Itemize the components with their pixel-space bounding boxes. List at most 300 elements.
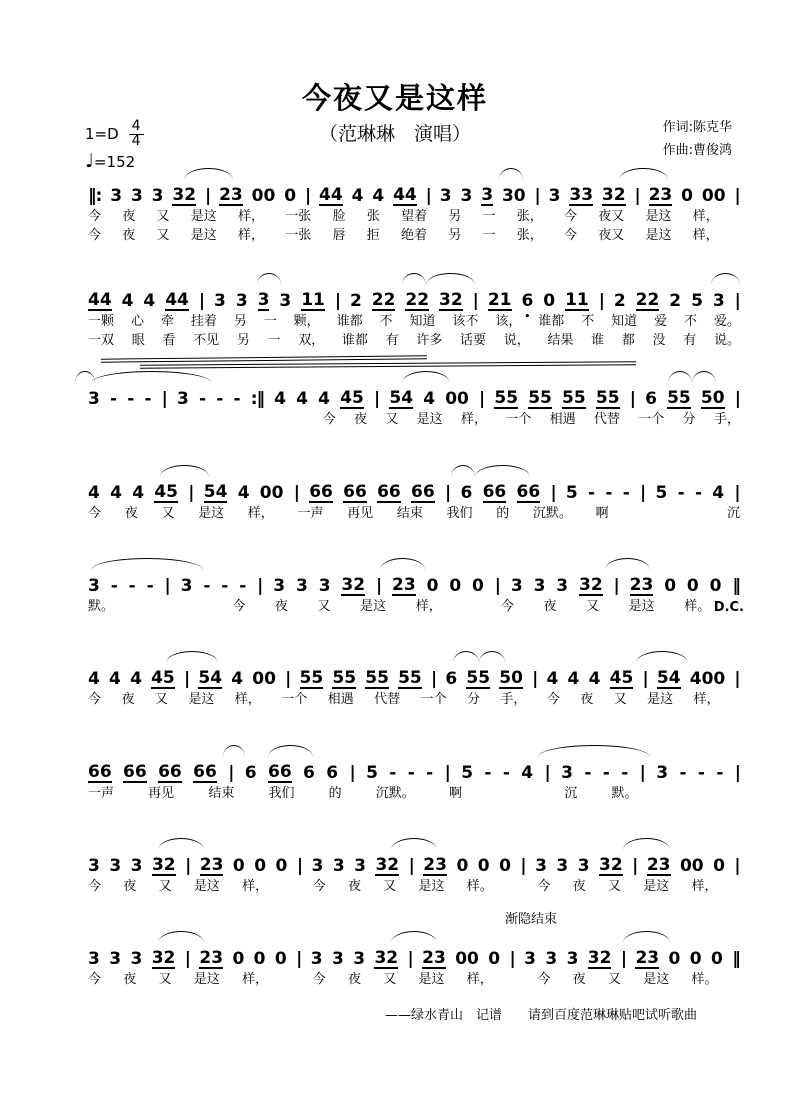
note: 6	[326, 763, 339, 783]
note: 54	[656, 668, 681, 688]
lyric-syllable: 今	[564, 228, 578, 243]
notes-row	[88, 850, 740, 876]
lyric-syllable: 爱	[654, 314, 668, 329]
lyric-syllable: 结果	[547, 333, 574, 348]
note: 32	[341, 575, 366, 595]
note: 50	[700, 388, 725, 408]
lyric-row	[88, 227, 740, 244]
note: 44	[88, 290, 112, 310]
lyric-syllable: 是这	[360, 599, 387, 614]
lyric-syllable: 相遇	[327, 692, 354, 707]
note: 4	[567, 669, 580, 689]
note: 55	[595, 388, 620, 408]
note: 0	[275, 856, 288, 876]
note: 3	[524, 949, 536, 969]
note: 4	[88, 669, 100, 689]
note: 66	[516, 482, 541, 502]
note: 3	[311, 856, 324, 876]
note: -	[144, 389, 152, 409]
lyric-syllable: 谁都	[341, 333, 368, 348]
barline: |	[534, 186, 540, 206]
slur-arc	[711, 273, 740, 285]
lyric-syllable: 谁都	[538, 314, 565, 329]
note: 2	[613, 291, 626, 311]
note: -	[426, 763, 434, 783]
lyric-syllable: 样，	[693, 692, 720, 707]
lyric-syllable: 代替	[374, 692, 401, 707]
note: 3	[177, 389, 189, 409]
lyric-syllable: 心	[130, 314, 144, 329]
barline: |	[257, 576, 263, 596]
note: 4	[132, 483, 145, 503]
note: 5	[655, 483, 668, 503]
lyric-syllable: 都	[621, 333, 635, 348]
lyric-syllable: 一张	[285, 228, 312, 243]
note: 23	[199, 948, 224, 968]
slur-arc	[160, 465, 208, 477]
lyric-syllable: 今	[88, 506, 102, 521]
note: 55	[494, 388, 519, 408]
lyric-syllable: 我们	[446, 506, 473, 521]
lyric-syllable: 默。	[88, 599, 115, 614]
note: 0	[477, 856, 490, 876]
lyric-syllable: 沉	[564, 786, 578, 801]
barline: |	[198, 291, 205, 311]
lyric-syllable: 今	[312, 972, 326, 987]
lyric-row	[323, 411, 740, 428]
note: 3	[561, 763, 573, 783]
notation-system	[88, 850, 740, 895]
footer-note: ——绿水青山 记谱 请到百度范琳琳贴吧试听歌曲	[385, 1008, 698, 1023]
note: 5	[691, 291, 703, 311]
lyric-syllable: 一个	[420, 692, 447, 707]
lyric-syllable: 手，	[713, 412, 740, 427]
lyric-syllable: 是这	[645, 209, 672, 224]
slur-arc	[184, 168, 232, 180]
note: -	[216, 389, 224, 409]
lyric-syllable: 有	[683, 333, 697, 348]
note: 23	[648, 185, 673, 205]
lyric-syllable: 啊	[448, 786, 462, 801]
performer-subtitle: （范琳琳 演唱）	[318, 123, 471, 145]
lyric-syllable: 样，	[691, 879, 718, 894]
lyric-syllable: 又	[156, 209, 170, 224]
note: 2	[669, 291, 682, 311]
note: 44	[393, 185, 417, 205]
lyric-syllable: 夜	[123, 879, 137, 894]
barline: |	[509, 949, 515, 969]
note: 3	[460, 186, 473, 206]
note: 23	[422, 948, 446, 968]
lyric-syllable: 夜	[122, 209, 136, 224]
note: 4	[274, 389, 286, 409]
barline: |	[639, 763, 645, 783]
lyric-syllable: 今	[88, 972, 102, 987]
note: 4	[121, 291, 134, 311]
lyric-syllable: 再见	[347, 506, 374, 521]
lyric-syllable: 样，	[242, 879, 269, 894]
lyric-syllable: 样，	[460, 412, 487, 427]
lyric-syllable: 一	[267, 333, 281, 348]
note: 23	[219, 185, 243, 205]
note: 66	[193, 762, 217, 782]
lyric-syllable: 代替	[593, 412, 620, 427]
note: 3	[548, 186, 561, 206]
dc-mark: D.C.	[713, 600, 744, 615]
note: 45	[154, 482, 178, 502]
note: 3	[235, 291, 248, 311]
lyric-syllable: 爱。	[713, 314, 740, 329]
notes-row	[88, 663, 740, 689]
lyric-syllable: 一个	[281, 692, 308, 707]
lyric-syllable: 沉	[726, 506, 740, 521]
notes-row	[88, 943, 740, 969]
lyric-row	[88, 691, 740, 708]
note: 5	[461, 763, 474, 783]
lyric-syllable: 夜	[124, 506, 138, 521]
lyric-row	[88, 332, 740, 349]
note: 3	[295, 576, 308, 596]
barline: |	[204, 186, 211, 206]
note: 3	[130, 949, 143, 969]
barline: |	[444, 763, 450, 783]
fade-out-label: 渐隐结束	[505, 912, 558, 927]
barline: |	[734, 291, 740, 311]
lyric-syllable: 该，	[495, 314, 522, 329]
barline: |	[349, 763, 355, 783]
notes-row	[88, 477, 740, 503]
lyric-syllable: 我们	[268, 786, 295, 801]
notes-row	[88, 570, 740, 596]
lyric-syllable: 样，	[692, 228, 719, 243]
lyric-syllable: 结束	[396, 506, 423, 521]
note: 6	[460, 483, 473, 503]
lyric-syllable: 今	[88, 228, 102, 243]
barline: |	[407, 949, 413, 969]
note: 32	[601, 185, 626, 205]
slur-arc	[479, 651, 505, 663]
note: 4	[372, 186, 385, 206]
note: 3	[535, 856, 547, 876]
barline: |	[479, 389, 485, 409]
quarter-note-icon: ♩	[85, 150, 94, 172]
lyric-syllable: 夜	[354, 412, 368, 427]
lyric-syllable: 样，	[466, 972, 493, 987]
time-signature: $\frac{4}{4}$	[129, 120, 144, 148]
note: 3	[353, 949, 366, 969]
note: 0	[686, 576, 699, 596]
barline: |	[293, 483, 299, 503]
lyric-syllable: 眼	[131, 333, 145, 348]
lyric-row	[88, 971, 740, 988]
notation-system	[88, 757, 740, 802]
lyric-syllable: 夜	[347, 972, 361, 987]
note: 4	[231, 669, 244, 689]
note: 3	[510, 576, 523, 596]
lyric-syllable: 知道	[611, 314, 638, 329]
slur-arc	[636, 651, 688, 663]
barline: |	[494, 576, 500, 596]
lyric-row	[88, 785, 740, 802]
barline: ‖:	[88, 186, 102, 206]
note: 3	[257, 290, 270, 310]
note: 32	[374, 948, 399, 968]
note: 3	[656, 763, 669, 783]
lyric-syllable: 夜	[122, 228, 136, 243]
note: 33	[569, 185, 594, 205]
lyric-syllable: 一个	[638, 412, 665, 427]
note: 30	[501, 186, 526, 206]
note: 0	[488, 949, 501, 969]
lyric-row	[88, 208, 740, 225]
lyric-syllable: 是这	[418, 972, 445, 987]
lyric-syllable: 又	[383, 972, 397, 987]
lyric-syllable: 拒	[366, 228, 380, 243]
note: 00	[252, 669, 276, 689]
note: 32	[579, 575, 603, 595]
lyric-syllable: 不	[684, 314, 698, 329]
lyric-syllable: 另	[448, 209, 462, 224]
note: 6	[303, 763, 315, 783]
lyric-syllable: 张	[366, 209, 380, 224]
lyric-syllable: 是这	[190, 209, 217, 224]
barline: |	[334, 291, 341, 311]
lyric-syllable: 今	[88, 209, 102, 224]
note: 54	[203, 482, 228, 502]
lyric-syllable: 是这	[416, 412, 443, 427]
lyric-row	[88, 313, 740, 330]
barline: |	[188, 483, 194, 503]
note: 3	[481, 185, 494, 205]
lyric-syllable: 不见	[193, 333, 220, 348]
note: 54	[389, 388, 414, 408]
note: 3	[110, 186, 123, 206]
lyric-syllable: 谁都	[336, 314, 363, 329]
lyric-syllable: 是这	[190, 228, 217, 243]
note: 66	[309, 482, 333, 502]
barline: |	[185, 856, 191, 876]
lyric-syllable: 样，	[234, 692, 261, 707]
note: 55	[398, 668, 422, 688]
note: 0	[449, 576, 462, 596]
lyric-syllable: 样，	[247, 506, 274, 521]
lyric-syllable: 另	[448, 228, 462, 243]
note: 45	[151, 668, 175, 688]
lyric-syllable: 今	[537, 972, 551, 987]
barline: |	[375, 576, 382, 596]
barline: |	[734, 483, 740, 503]
note: 3	[545, 949, 558, 969]
lyric-syllable: 知道	[409, 314, 436, 329]
note: 66	[411, 482, 435, 502]
lyric-syllable: 默。	[611, 786, 638, 801]
song-title: 今夜又是这样	[301, 81, 488, 115]
barline: |	[734, 389, 740, 409]
lyric-syllable: 张，	[516, 209, 543, 224]
long-tie-lines	[140, 361, 636, 368]
note: 4	[712, 483, 725, 503]
lyric-syllable: 样。	[466, 879, 493, 894]
note: -	[602, 763, 610, 783]
lyric-syllable: 一双	[88, 333, 115, 348]
note: -	[128, 576, 136, 596]
note: 54	[198, 668, 223, 688]
note: 4	[237, 483, 250, 503]
note: 4	[318, 389, 330, 409]
barline: |	[472, 291, 478, 311]
note: 0	[709, 576, 722, 596]
note: -	[697, 763, 705, 783]
notation-system	[88, 477, 740, 522]
note: -	[588, 483, 596, 503]
lyric-syllable: 没	[652, 333, 666, 348]
lyric-syllable: 夜	[580, 692, 594, 707]
note: 0	[232, 949, 245, 969]
note: -	[502, 763, 510, 783]
lyric-syllable: 样。	[691, 972, 718, 987]
lyric-syllable: 夜	[543, 599, 557, 614]
note: 55	[528, 388, 552, 408]
lyric-syllable: 一	[263, 314, 277, 329]
lyric-syllable: 一	[482, 228, 496, 243]
lyric-syllable: 一声	[297, 506, 324, 521]
note: 4	[521, 763, 534, 783]
note: 66	[482, 482, 507, 502]
note: 0	[253, 949, 266, 969]
barline: |	[734, 669, 740, 689]
note: 0	[499, 856, 511, 876]
lyric-syllable: 夜	[572, 972, 586, 987]
note: 55	[466, 668, 491, 688]
notation-system	[88, 285, 740, 349]
note: 32	[172, 185, 197, 205]
note: -	[622, 483, 630, 503]
notation-system	[88, 663, 740, 708]
barline: |	[640, 483, 646, 503]
note: 3	[273, 576, 286, 596]
lyric-syllable: 一个	[505, 412, 532, 427]
note: 3	[566, 949, 579, 969]
lyric-syllable: 一张	[285, 209, 312, 224]
note: 4	[143, 291, 156, 311]
lyric-syllable: 一	[482, 209, 496, 224]
lyric-syllable: 今	[537, 879, 551, 894]
note: 23	[423, 855, 447, 875]
lyric-syllable: 样，	[415, 599, 442, 614]
lyric-syllable: 结束	[208, 786, 235, 801]
lyric-syllable: 又	[607, 879, 621, 894]
slur-arc	[499, 168, 523, 180]
slur-arc	[223, 745, 245, 757]
note: 32	[439, 290, 463, 310]
notation-system	[88, 943, 740, 988]
lyric-syllable: 夜又	[598, 209, 625, 224]
slur-arc	[451, 465, 475, 477]
note: 66	[377, 482, 401, 502]
note: 11	[301, 290, 325, 310]
barline: |	[598, 291, 604, 311]
lyric-syllable: 夜	[347, 879, 361, 894]
lyric-syllable: 是这	[418, 879, 445, 894]
slur-arc	[391, 931, 437, 943]
lyric-syllable: 样，	[238, 228, 265, 243]
note: 23	[629, 575, 654, 595]
note: 5	[565, 483, 578, 503]
lyric-syllable: 今	[546, 692, 560, 707]
note: 3	[109, 856, 122, 876]
tempo-value: =152	[93, 153, 136, 171]
slur-arc	[538, 745, 650, 757]
note: -	[605, 483, 613, 503]
lyric-syllable: 一声	[88, 786, 115, 801]
note: 0	[713, 856, 725, 876]
lyric-syllable: 是这	[198, 506, 225, 521]
lyric-syllable: 张，	[516, 228, 543, 243]
lyric-syllable: 今	[312, 879, 326, 894]
lyric-syllable: 样，	[242, 972, 269, 987]
note: 4	[296, 389, 308, 409]
barline: :‖	[250, 389, 264, 409]
lyric-syllable: 说。	[713, 333, 740, 348]
notation-system	[88, 383, 740, 428]
note: 32	[599, 855, 623, 875]
lyric-syllable: 又	[154, 692, 168, 707]
lyric-syllable: 挂着	[190, 314, 217, 329]
note: 32	[151, 948, 176, 968]
lyricist-credit: 作词:陈克华	[662, 120, 732, 135]
note: 32	[375, 855, 400, 875]
note: 23	[199, 855, 224, 875]
note: -	[203, 576, 211, 596]
slur-arc	[91, 558, 203, 570]
lyric-syllable: 又	[317, 599, 331, 614]
note: 11	[565, 290, 589, 310]
notes-row	[88, 757, 740, 783]
note: 0	[664, 576, 677, 596]
note: -	[621, 763, 629, 783]
lyric-syllable: 是这	[193, 972, 220, 987]
note: 00	[679, 856, 704, 876]
lyric-syllable: 唇	[332, 228, 346, 243]
note: 3	[214, 291, 226, 311]
note: 4	[546, 669, 559, 689]
key-label: 1=D	[85, 125, 119, 143]
note: 4	[88, 483, 100, 503]
barline: |	[184, 949, 190, 969]
note: 3	[556, 576, 569, 596]
lyric-syllable: 相遇	[549, 412, 576, 427]
note: 3	[712, 291, 725, 311]
note: 23	[635, 948, 660, 968]
note: 22	[371, 290, 396, 310]
lyric-syllable: 又	[158, 972, 172, 987]
note: 0	[543, 291, 556, 311]
note: 3	[533, 576, 546, 596]
barline: |	[228, 763, 234, 783]
notation-system	[88, 570, 744, 615]
barline: |	[629, 389, 635, 409]
note: 6	[445, 669, 458, 689]
barline: |	[373, 389, 380, 409]
slur-arc	[605, 558, 650, 570]
lyric-syllable: 今	[500, 599, 514, 614]
note: -	[389, 763, 397, 783]
lyric-syllable: 是这	[643, 972, 670, 987]
note: 00	[251, 186, 276, 206]
lyric-syllable: 望着	[401, 209, 428, 224]
barline: |	[544, 763, 550, 783]
note: 00	[455, 949, 479, 969]
